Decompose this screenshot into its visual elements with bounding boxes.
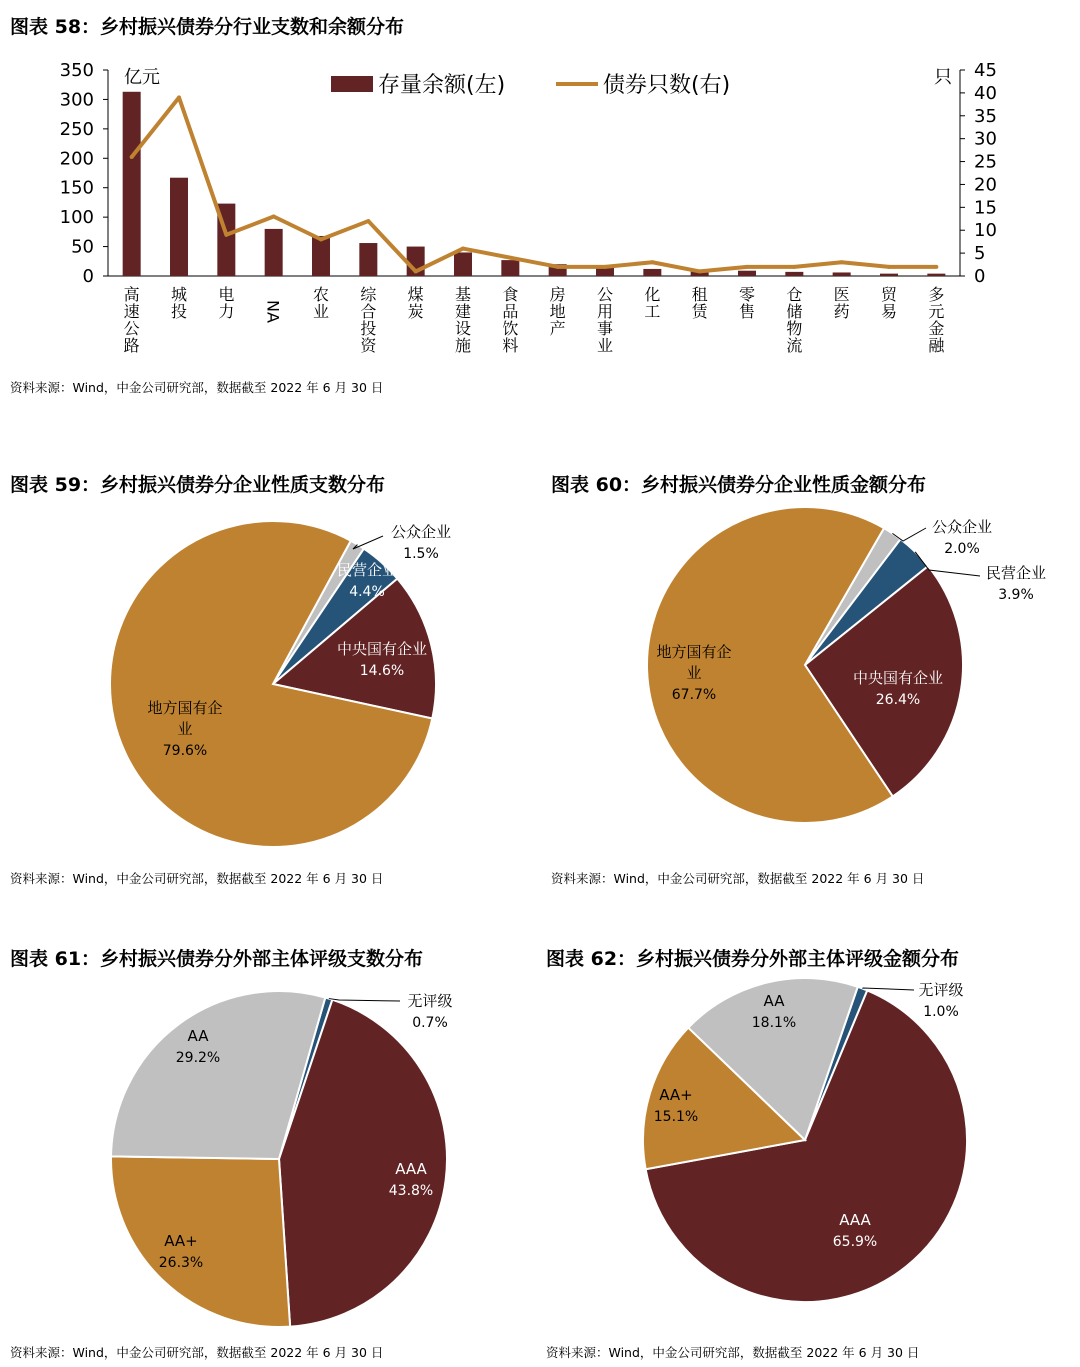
pie-value: 14.6%: [359, 663, 405, 679]
right-tick-label: 45: [974, 60, 997, 81]
category-label: 食品饮料: [502, 285, 519, 355]
right-tick-label: 0: [974, 266, 986, 287]
pie-value: 29.2%: [175, 1050, 221, 1066]
right-tick-label: 30: [974, 128, 997, 150]
pie-value: 79.6%: [162, 743, 208, 759]
pie-label: AA+: [659, 1086, 693, 1104]
pie-slice-AA+: [111, 1156, 290, 1327]
right-tick-label: 20: [974, 174, 997, 196]
leader-line: [329, 999, 400, 1001]
pie-label: AA: [763, 992, 785, 1010]
pie-value: 65.9%: [832, 1234, 878, 1250]
category-label: 房地产: [549, 285, 566, 338]
left-tick-label: 50: [71, 236, 94, 258]
fig60-source: 资料来源：Wind，中金公司研究部，数据截至 2022 年 6 月 30 日: [551, 871, 925, 886]
pie-value: 26.4%: [875, 692, 921, 708]
legend-label-balance: 存量余额(左): [378, 73, 506, 98]
pie-value: 0.7%: [412, 1015, 448, 1031]
pie-label: AA: [187, 1027, 209, 1045]
right-axis-unit: 只: [934, 67, 952, 88]
left-tick-label: 250: [59, 118, 94, 140]
fig60-title: 图表 60：乡村振兴债券分企业性质金额分布: [551, 474, 927, 496]
category-label: 煤炭: [407, 285, 424, 321]
pie-label: AA+: [164, 1232, 198, 1250]
fig59-title: 图表 59：乡村振兴债券分企业性质支数分布: [10, 474, 386, 496]
fig58-source: 资料来源：Wind，中金公司研究部，数据截至 2022 年 6 月 30 日: [10, 380, 384, 395]
legend-label-count: 债券只数(右): [603, 73, 731, 98]
pie-value: 4.4%: [349, 584, 385, 600]
pie-label: 地方国有企: [656, 643, 732, 661]
leader-line: [863, 988, 914, 990]
pie-label: 业: [177, 720, 193, 738]
category-label: 租赁: [691, 285, 708, 321]
fig58-title: 图表 58：乡村振兴债券分行业支数和余额分布: [10, 16, 405, 38]
fig62-source: 资料来源：Wind，中金公司研究部，数据截至 2022 年 6 月 30 日: [546, 1345, 920, 1360]
right-tick-label: 15: [974, 197, 997, 219]
left-tick-label: 150: [59, 177, 94, 199]
right-tick-label: 5: [974, 243, 986, 265]
category-label: 化工: [644, 285, 661, 321]
pie-value: 67.7%: [671, 687, 717, 703]
right-tick-label: 25: [974, 151, 997, 173]
pie-label: 公众企业: [931, 518, 993, 536]
pie-value: 26.3%: [158, 1255, 204, 1271]
left-tick-label: 300: [59, 89, 94, 111]
fig59-source: 资料来源：Wind，中金公司研究部，数据截至 2022 年 6 月 30 日: [10, 871, 384, 886]
left-tick-label: 0: [82, 266, 94, 287]
category-label: 多元金融: [928, 285, 945, 355]
pie-label: 业: [686, 664, 702, 682]
pie-label: 地方国有企: [147, 699, 223, 717]
pie-value: 15.1%: [653, 1109, 699, 1125]
left-axis-unit: 亿元: [124, 67, 160, 88]
category-label: 城投: [170, 285, 188, 321]
left-tick-label: 200: [59, 148, 94, 170]
category-label: 贸易: [880, 285, 898, 321]
right-tick-label: 10: [974, 220, 997, 242]
pie-value: 1.5%: [403, 546, 439, 562]
category-label: 仓储物流: [786, 285, 803, 355]
fig61-title: 图表 61：乡村振兴债券分外部主体评级支数分布: [10, 948, 424, 970]
left-tick-label: 350: [59, 60, 94, 81]
category-label: 综合投资: [360, 285, 377, 355]
pie-label: 公众企业: [390, 523, 452, 541]
pie-value: 43.8%: [388, 1183, 434, 1199]
leader-line: [353, 536, 383, 549]
pie-label: 无评级: [918, 981, 964, 999]
category-label: NA: [263, 300, 283, 323]
pie-value: 1.0%: [923, 1004, 959, 1020]
fig61-source: 资料来源：Wind，中金公司研究部，数据截至 2022 年 6 月 30 日: [10, 1345, 384, 1360]
pie-value: 18.1%: [751, 1015, 797, 1031]
pie-value: 2.0%: [944, 541, 980, 557]
pie-label: AAA: [839, 1211, 871, 1229]
pie-label: 中央国有企业: [852, 669, 944, 687]
pie-label: 民营企业: [985, 564, 1047, 582]
pie-label: 中央国有企业: [336, 640, 428, 658]
pie-label: 无评级: [407, 992, 453, 1010]
left-tick-label: 100: [59, 207, 94, 229]
category-label: 医药: [833, 285, 850, 321]
category-label: 农业: [312, 285, 330, 321]
right-tick-label: 35: [974, 105, 997, 127]
category-label: 高速公路: [123, 285, 140, 355]
category-label: 公用事业: [596, 285, 614, 355]
pie-label: AAA: [395, 1160, 427, 1178]
pie-value: 3.9%: [998, 587, 1034, 603]
right-tick-label: 40: [974, 82, 997, 104]
fig62-title: 图表 62：乡村振兴债券分外部主体评级金额分布: [546, 948, 960, 970]
pie-label: 民营企业: [336, 561, 398, 579]
category-label: 电力: [218, 285, 235, 321]
category-label: 零售: [738, 285, 756, 321]
category-label: 基建设施: [454, 285, 472, 355]
